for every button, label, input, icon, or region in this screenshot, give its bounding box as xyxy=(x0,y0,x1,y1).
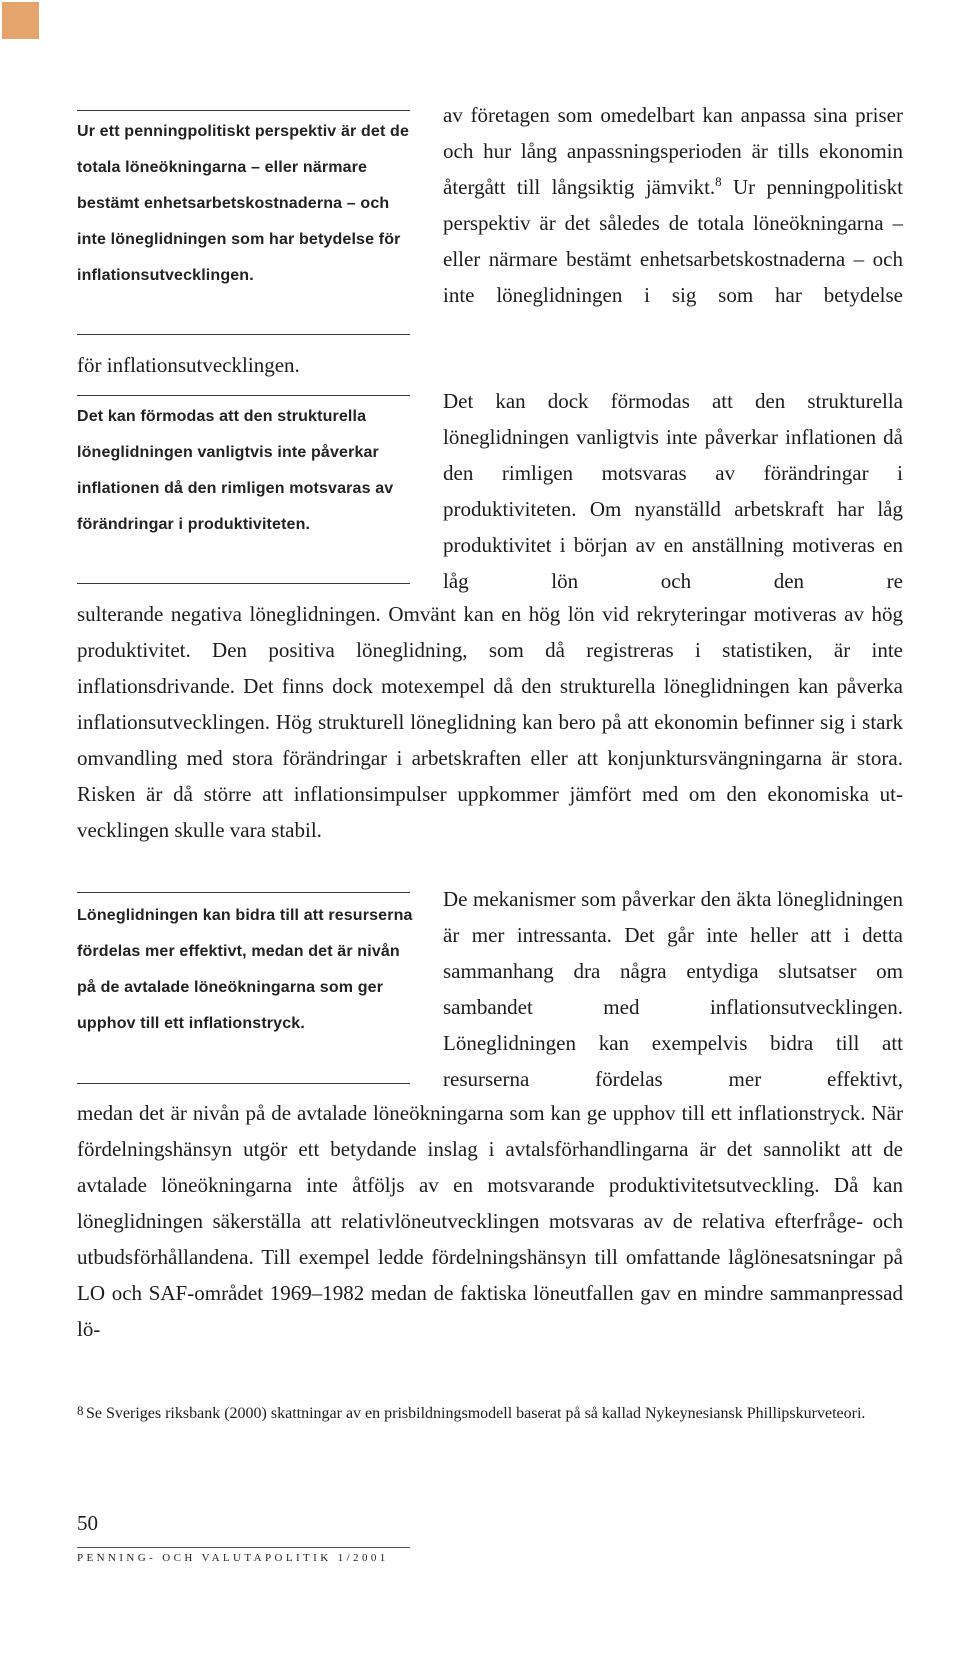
pullquote-2: Det kan förmodas att den strukturella löneglidningen vanligtvis inte påverkar inflationen då den rimligen motsvaras av förändringar i produktiviteten. xyxy=(77,408,394,533)
body-paragraph-3-wide: medan det är nivån på de avtalade löneökningarna som kan ge upphov till ett inflationstryck. När fördelningshänsyn utgör ett betydande inslag i avtalsförhandlingarna är det sannolikt att de avtalade löneökningarna inte åtföljs av en motsvarande produktivitetsutveckling. Då kan löneglidningen säkerställa att relativlöneutvecklingen motsvaras av de relativa efterfråge- och utbudsförhållandena. Till exempel ledde fördelningshänsyn till omfattande låglönesatsningar på LO och SAF-området 1969–1982 medan de faktiska löneutfallen gav en mindre sammanpressad lö- xyxy=(77,1101,903,1341)
pullquote-1-top-rule xyxy=(77,110,410,111)
journal-title: PENNING- OCH VALUTAPOLITIK 1/2001 xyxy=(77,1552,389,1564)
pullquote-1-bottom-rule xyxy=(77,334,410,335)
body-paragraph-2-wide: sulterande negativa löneglidningen. Omvänt kan en hög lön vid rekryteringar motiveras av hög produktivitet. Den positiva löneglidning, som då registreras i statistiken, är inte inflationsdrivande. Det finns dock motexempel då den strukturella löneglidningen kan påverka inflationsutvecklingen. Hög strukturell löneglidning kan bero på att ekonomin befinner sig i stark omvandling med stora förändringar i arbetskraften eller att konjunktursvängningarna är stora. Risken är då större att inflationsimpulser uppkommer jämfört med om den ekonomiska utvecklingen skulle vara stabil. xyxy=(77,602,903,842)
footer-rule xyxy=(77,1547,410,1548)
footnote-ref-8[interactable]: 8 xyxy=(715,174,722,189)
pullquote-1: Ur ett penningpolitiskt perspektiv är det de totala löneökningarna – eller närmare bestämt enhetsarbetskostnaderna – och inte löneglidningen som har betydelse för inflationsutvecklingen. xyxy=(77,123,409,284)
pullquote-3: Löneglidningen kan bidra till att resurserna fördelas mer effektivt, medan det är nivån på de avtalade löneökningarna som ger upphov till ett inflationstryck. xyxy=(77,907,413,1032)
corner-color-square xyxy=(2,2,39,39)
page-number: 50 xyxy=(77,1511,98,1535)
footnote-number: 8 xyxy=(77,1403,84,1418)
pullquote-3-bottom-rule xyxy=(77,1083,410,1084)
body-paragraph-1-right: av företagen som omedelbart kan anpassa sina priser och hur lång anpassningsperioden är tills ekonomin återgått till långsiktig jämvikt.$^8$ Ur penningpolitiskt perspektiv är det således de totala löneökningarna – eller närmare bestämt enhetsarbetskostnaderna – och inte löneglidningen i sig som har betydelse xyxy=(443,103,903,307)
pullquote-2-bottom-rule xyxy=(77,583,410,584)
pullquote-2-top-rule xyxy=(77,395,410,396)
body-paragraph-1-wide: för inflationsutvecklingen. xyxy=(77,353,300,377)
footnote-text: Se Sveriges riksbank (2000) skattningar av en prisbildningsmodell baserat på så kallad Nykeynesiansk Phillipskurveteori. xyxy=(86,1405,866,1422)
body-paragraph-2-right: Det kan dock förmodas att den strukturella löneglidningen vanligtvis inte påverkar inflationen då den rimligen motsvaras av förändringar i produktiviteten. Om nyanställd arbetskraft har låg produktivitet i början av en anställning motiveras en låg lön och den re xyxy=(443,389,903,593)
pullquote-3-top-rule xyxy=(77,892,410,893)
body-paragraph-3-right: De mekanismer som påverkar den äkta löneglidningen är mer intressanta. Det går inte heller att i detta sammanhang dra några entydiga slutsatser om sambandet med inflationsutvecklingen. Löneglidningen kan exempelvis bidra till att resurserna fördelas mer effektivt, xyxy=(443,887,903,1091)
